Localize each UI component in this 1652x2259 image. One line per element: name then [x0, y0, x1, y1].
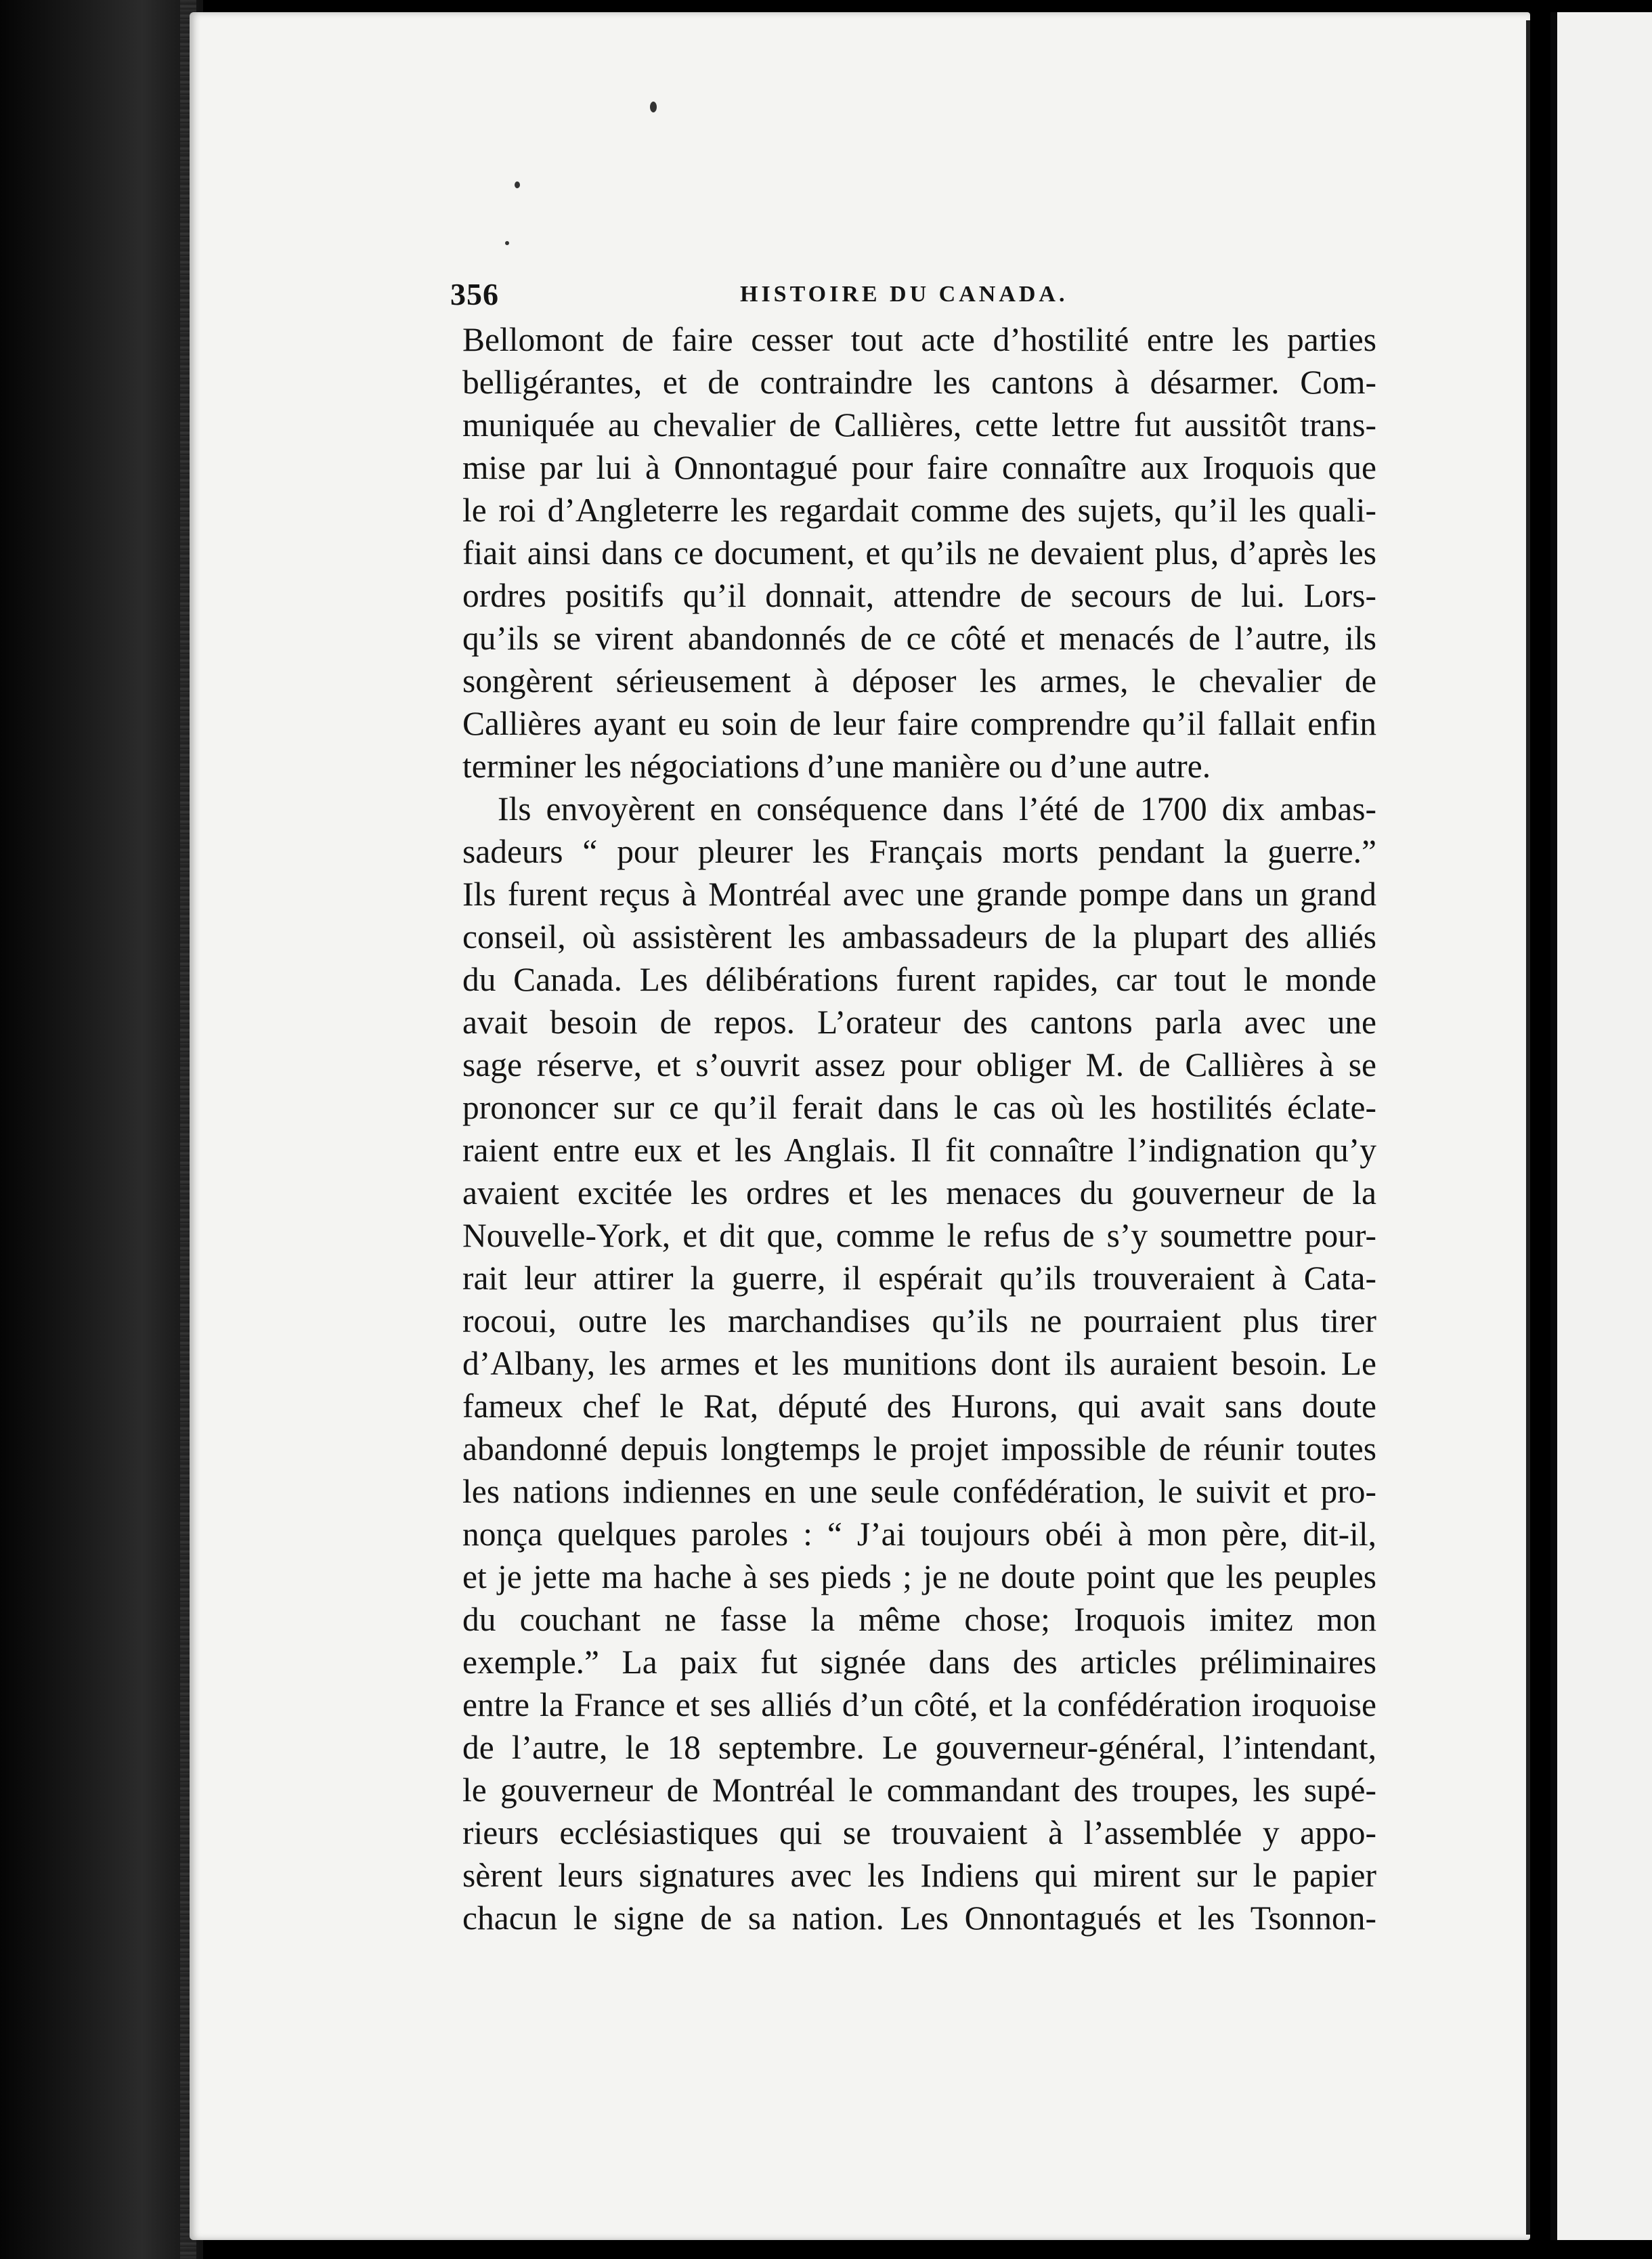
text-line: de l’autre, le 18 septembre. Le gouverneur-général, l’intendant, [462, 1729, 1376, 1766]
text-line: Bellomont de faire cesser tout acte d’hostilité entre les parties [462, 321, 1376, 358]
text-line: du couchant ne fasse la même chose; Iroquois imitez mon [462, 1601, 1376, 1638]
scan-speck [650, 102, 657, 112]
text-line: le roi d’Angleterre les regardait comme des sujets, qu’il les quali- [462, 492, 1376, 529]
page-number: 356 [450, 277, 499, 311]
text-line: fameux chef le Rat, député des Hurons, qui avait sans doute [462, 1387, 1376, 1425]
text-line: raient entre eux et les Anglais. Il fit connaître l’indignation qu’y [462, 1132, 1376, 1169]
text-line: avaient excitée les ordres et les menaces du gouverneur de la [462, 1174, 1376, 1211]
text-line: qu’ils se virent abandonnés de ce côté et menacés de l’autre, ils [462, 620, 1376, 657]
text-line: les nations indiennes en une seule confédération, le suivit et pro- [462, 1473, 1376, 1510]
text-line: nonça quelques paroles : “ J’ai toujours obéi à mon père, dit-il, [462, 1515, 1376, 1553]
text-line: sadeurs “ pour pleurer les Français morts pendant la guerre.” [462, 833, 1376, 870]
text-line: le gouverneur de Montréal le commandant des troupes, les supé- [462, 1771, 1376, 1809]
text-line: belligérantes, et de contraindre les cantons à désarmer. Com- [462, 364, 1376, 401]
running-title: HISTOIRE DU CANADA. [740, 282, 1068, 307]
text-line: Ils furent reçus à Montréal avec une grande pompe dans un grand [462, 876, 1376, 913]
text-line: ordres positifs qu’il donnait, attendre de secours de lui. Lors- [462, 577, 1376, 614]
text-line: mise par lui à Onnontagué pour faire connaître aux Iroquois que [462, 449, 1376, 486]
text-line: Callières ayant eu soin de leur faire comprendre qu’il fallait enfin [462, 705, 1376, 742]
text-line: songèrent sérieusement à déposer les armes, le chevalier de [462, 662, 1376, 700]
scan-speck [515, 181, 520, 188]
text-line: rocoui, outre les marchandises qu’ils ne pourraient plus tirer [462, 1302, 1376, 1339]
text-line: du Canada. Les délibérations furent rapides, car tout le monde [462, 961, 1376, 998]
text-line: conseil, où assistèrent les ambassadeurs de la plupart des alliés [462, 918, 1376, 955]
paragraph-2 [462, 788, 1376, 1939]
text-line: et je jette ma hache à ses pieds ; je ne doute point que les peuples [462, 1558, 1376, 1595]
text-line: chacun le signe de sa nation. Les Onnontagués et les Tsonnon- [462, 1899, 1376, 1937]
text-line: muniquée au chevalier de Callières, cette lettre fut aussitôt trans- [462, 406, 1376, 444]
adjacent-page-edge [1550, 12, 1652, 2240]
page-text-block [450, 257, 1376, 2018]
text-line: avait besoin de repos. L’orateur des cantons parla avec une [462, 1004, 1376, 1041]
scan-speck [505, 241, 509, 245]
text-line: entre la France et ses alliés d’un côté, et la confédération iroquoise [462, 1686, 1376, 1723]
text-line: exemple.” La paix fut signée dans des articles préliminaires [462, 1643, 1376, 1681]
text-line: sage réserve, et s’ouvrit assez pour obliger M. de Callières à se [462, 1046, 1376, 1083]
paragraph-1 [462, 318, 1376, 788]
text-line: d’Albany, les armes et les munitions dont ils auraient besoin. Le [462, 1345, 1376, 1382]
text-line: prononcer sur ce qu’il ferait dans le cas où les hostilités éclate- [462, 1089, 1376, 1126]
text-line: terminer les négociations d’une manière ou d’une autre. [462, 748, 1211, 785]
text-line: rait leur attirer la guerre, il espérait qu’ils trouveraient à Cata- [462, 1260, 1376, 1297]
text-line: Ils envoyèrent en conséquence dans l’été de 1700 dix ambas- [498, 790, 1376, 827]
text-line: rieurs ecclésiastiques qui se trouvaient à l’assemblée y appo- [462, 1814, 1376, 1851]
book-edge-shadow [0, 0, 203, 2259]
text-line: Nouvelle-York, et dit que, comme le refus de s’y soumettre pour- [462, 1217, 1376, 1254]
running-head [450, 257, 1376, 318]
text-line: fiait ainsi dans ce document, et qu’ils ne devaient plus, d’après les [462, 534, 1376, 572]
text-line: sèrent leurs signatures avec les Indiens qui mirent sur le papier [462, 1857, 1376, 1894]
text-line: abandonné depuis longtemps le projet impossible de réunir toutes [462, 1430, 1376, 1467]
page-gutter-line [1526, 20, 1530, 2235]
